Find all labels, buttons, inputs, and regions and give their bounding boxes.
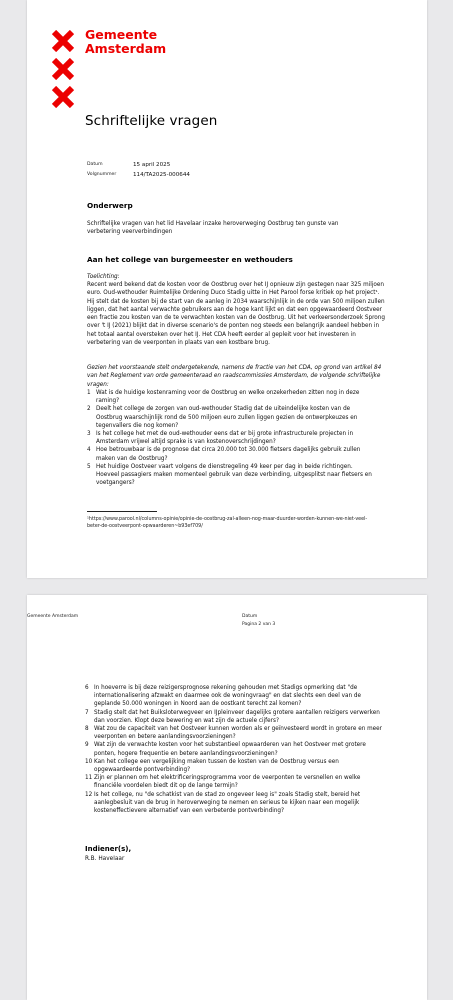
question-item [85, 709, 385, 725]
question-item [87, 405, 377, 430]
org-name-line1: Gemeente [85, 27, 158, 42]
page-header-pagina: Pagina 2 van 3 [242, 622, 276, 627]
question-item [87, 463, 377, 488]
questions-list-page1 [87, 389, 377, 487]
indiener-name: R.B. Havelaar [85, 856, 125, 862]
page-header-org: Gemeente Amsterdam [27, 614, 79, 619]
question-text: Stadig stelt dat het Buiksloterwegveer en IJpleinveer dagelijks grotere aantallen reizigers verwerken dan voorzien. Klopt deze bewering en wat zijn de actuele cijfers? [94, 709, 380, 724]
organization-logo-text [85, 28, 166, 56]
datum-label: Datum [87, 162, 103, 167]
amsterdam-cross-icon-1 [52, 30, 74, 52]
question-text: Hoe betrouwbaar is de prognose dat circa 20.000 tot 30.000 fietsers dagelijks gebruik zullen maken van de Oostbrug? [96, 447, 361, 462]
intro-questions-text: Gezien het voorstaande stelt ondergetekende, namens de fractie van het CDA, op grond van artikel 84 van het Reglement van orde gemeenteraad en raadscommissies Amsterdam, de volgende schriftelijke vragen: [87, 365, 382, 388]
question-text: Deelt het college de zorgen van oud-wethouder Stadig dat de uiteindelijke kosten van de Oostbrug waarschijnlijk rond de 500 miljoen euro zullen liggen gezien de ontwerpkeuzes en tegenvallers die nog komen? [96, 406, 358, 429]
toelichting-label: Toelichting: [87, 274, 120, 280]
question-number: 1 [87, 390, 91, 396]
question-item [87, 389, 377, 405]
question-text: Wat zijn de verwachte kosten voor het substantieel opwaarderen van het Oostveer met grotere ponten, hogere frequentie en betere aanlandingsvoorzieningen? [94, 742, 366, 757]
onderwerp-heading: Onderwerp [87, 201, 133, 210]
document-page-2 [27, 595, 427, 1000]
questions-list-page2 [85, 684, 385, 815]
question-item [85, 758, 385, 774]
question-number: 10 [85, 758, 93, 765]
question-text: Zijn er plannen om het elektrificeringsprogramma voor de veerponten te versnellen en welke financiële voordelen biedt dit op de lange termijn? [94, 775, 361, 790]
question-item [87, 430, 377, 446]
toelichting-text: Recent werd bekend dat de kosten voor de Oostbrug over het IJ opnieuw zijn gestegen naar 325 miljoen euro. Oud-wethouder Ruimtelijke Ordening Duco Stadig uitte in Het Parool forse kritiek op het project¹. Hij stelt dat de kosten bij de start van de aanleg in 2034 waarschijnlijk in de orde van 500 miljoen zullen liggen, dat het aantal verwachte gebruikers aan de hoge kant lijkt en dat een opgewaardeerd Oostveer een fractie zou kosten van de te verwachten kosten van de Oostbrug. Uit het verkeersonderzoek Sprong over 't IJ (2021) blijkt dat in diverse scenario's de ponten nog steeds een belangrijk aandeel hebben in het totaal aantal oversteken over het IJ. Het CDA heeft eerder al gepleit voor het investeren in verbetering van de veerponten in plaats van een kostbare brug. [87, 282, 385, 347]
question-number: 6 [85, 685, 89, 691]
question-number: 5 [87, 463, 91, 470]
question-number: 7 [85, 709, 89, 716]
document-page-1 [27, 0, 427, 578]
footnote-divider [87, 511, 157, 512]
footnote-link[interactable]: ¹https://www.parool.nl/columns-opinie/opinie-de-oostbrug-zal-alleen-nog-maar-duurder-worden-kunnen-we-niet-veel-beter-de-oostveerpont-opwaarderen~b93ef709/ [87, 517, 368, 529]
question-text: Is het college, nu "de schatkist van de stad zo ongeveer leeg is" zoals Stadig stelt, bereid het aanlegbesluit van de brug in heroverweging te nemen en serieus te kijken naar een mogelijk kosteneffectievere alternatief van een verbeterde pontverbinding? [94, 791, 361, 815]
question-item [85, 791, 385, 816]
document-title: Schriftelijke vragen [85, 113, 218, 129]
onderwerp-text: Schriftelijke vragen van het lid Havelaar inzake heroverweging Oostbrug ten gunste van verbetering veerverbindingen [87, 221, 339, 236]
datum-value: 15 april 2025 [133, 162, 171, 168]
volgnummer-label: Volgnummer [87, 172, 117, 177]
indiener-heading: Indiener(s), [85, 845, 132, 853]
question-number: 11 [85, 775, 93, 782]
question-number: 2 [87, 406, 91, 413]
amsterdam-cross-icon-2 [52, 58, 74, 80]
question-item [85, 725, 385, 741]
question-text: Kan het college een vergelijking maken tussen de kosten van de Oostbrug versus een opgewaardeerde pontverbinding? [94, 758, 339, 774]
question-number: 9 [85, 742, 89, 749]
page-header-datum: Datum [242, 614, 258, 619]
question-item [85, 741, 385, 757]
question-item [85, 684, 385, 709]
org-name-line2: Amsterdam [85, 41, 167, 56]
volgnummer-value: 114/TA2025-000644 [133, 172, 190, 178]
question-text: Wat is de huidige kostenraming voor de Oostbrug en welke onzekerheden zitten nog in deze raming? [96, 390, 360, 405]
question-text: Wat zou de capaciteit van het Oostveer kunnen worden als er geïnvesteerd wordt in grotere en meer veerponten en betere aanlandingsvoorzieningen? [94, 726, 382, 741]
question-text: Is het college het met de oud-wethouder eens dat er bij grote infrastructurele projecten in Amsterdam vrijwel altijd sprake is van kostenoverschrijdingen? [96, 431, 354, 446]
amsterdam-cross-icon-3 [52, 86, 74, 108]
question-number: 12 [85, 791, 93, 798]
college-heading: Aan het college van burgemeester en wethouders [87, 255, 293, 264]
question-number: 8 [85, 726, 89, 733]
question-item [85, 774, 385, 790]
question-number: 4 [87, 447, 91, 454]
question-number: 3 [87, 431, 91, 438]
question-text: Het huidige Oostveer vaart volgens de dienstregeling 49 keer per dag in beide richtingen. Hoeveel passagiers maken momenteel gebruik van deze verbinding, uitgesplitst naar fietsers en voetgangers? [96, 463, 372, 487]
question-text: In hoeverre is bij deze reizigersprognose rekening gehouden met Stadigs opmerking dat "de internationalisering afzwakt en daarmee ook de woningvraag" en dat slechts een deel van de geplande 50.000 woningen in Noord aan de oostkant terecht zal komen? [94, 685, 362, 708]
question-item [87, 446, 377, 462]
